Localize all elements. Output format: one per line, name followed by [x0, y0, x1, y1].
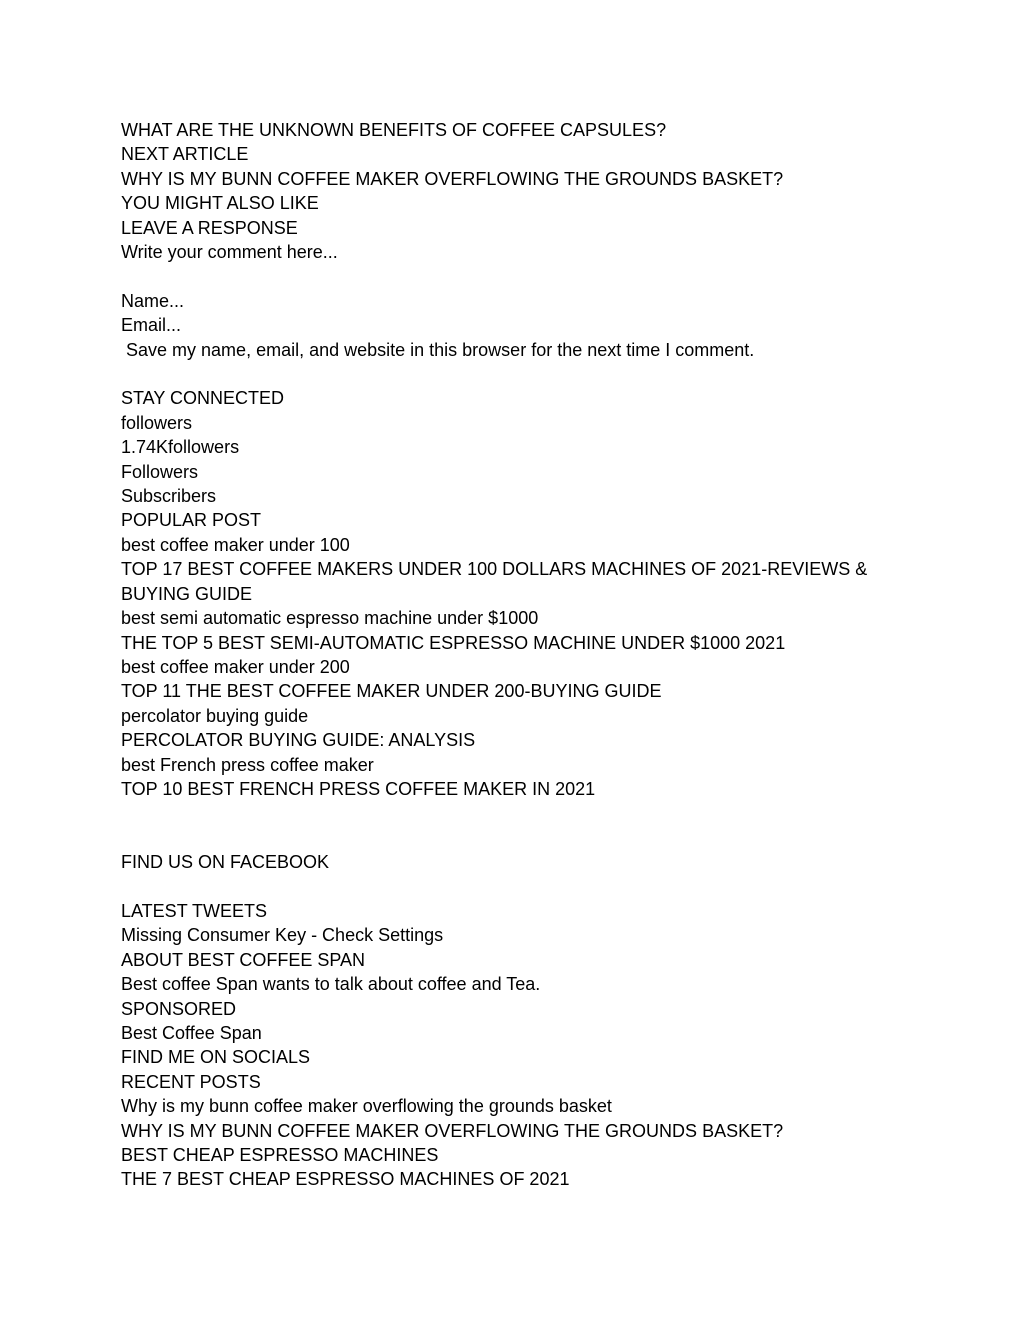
previous-article-link[interactable]: WHAT ARE THE UNKNOWN BENEFITS OF COFFEE CAPSULES?	[121, 120, 667, 140]
latest-tweets-heading: LATEST TWEETS	[121, 900, 268, 921]
recent-post-title[interactable]: THE 7 BEST CHEAP ESPRESSO MACHINES OF 2021	[121, 1169, 570, 1190]
popular-post-image-alt[interactable]: best French press coffee maker	[121, 754, 374, 775]
stay-connected-item[interactable]: 1.74Kfollowers	[121, 437, 240, 458]
about-heading: ABOUT BEST COFFEE SPAN	[121, 949, 366, 970]
spacer	[121, 801, 911, 850]
popular-post-title[interactable]: THE TOP 5 BEST SEMI-AUTOMATIC ESPRESSO MACHINE UNDER $1000 2021	[121, 632, 786, 653]
next-article-label: NEXT ARTICLE	[121, 144, 249, 165]
you-might-also-like-heading: YOU MIGHT ALSO LIKE	[121, 193, 319, 214]
popular-post-image-alt[interactable]: percolator buying guide	[121, 705, 309, 726]
sponsored-text[interactable]: Best Coffee Span	[121, 1022, 262, 1043]
stay-connected-item[interactable]: Subscribers	[121, 486, 217, 507]
latest-tweets-message: Missing Consumer Key - Check Settings	[121, 925, 444, 946]
recent-post-image-alt[interactable]: Why is my bunn coffee maker overflowing the grounds basket	[121, 1096, 612, 1117]
recent-posts-heading: RECENT POSTS	[121, 1071, 261, 1092]
popular-post-title[interactable]: TOP 17 BEST COFFEE MAKERS UNDER 100 DOLLARS MACHINES OF 2021-REVIEWS & BUYING GUIDE	[121, 559, 873, 604]
sponsored-heading: SPONSORED	[121, 998, 237, 1019]
save-consent-checkbox-label[interactable]: Save my name, email, and website in this browser for the next time I comment.	[121, 339, 755, 360]
about-text: Best coffee Span wants to talk about coffee and Tea.	[121, 974, 541, 995]
find-us-on-facebook-heading: FIND US ON FACEBOOK	[121, 852, 330, 873]
stay-connected-item[interactable]: Followers	[121, 461, 199, 482]
spacer	[121, 264, 911, 288]
stay-connected-heading: STAY CONNECTED	[121, 388, 285, 409]
find-me-on-socials-heading: FIND ME ON SOCIALS	[121, 1047, 311, 1068]
popular-post-title[interactable]: PERCOLATOR BUYING GUIDE: ANALYSIS	[121, 730, 476, 751]
popular-post-title[interactable]: TOP 10 BEST FRENCH PRESS COFFEE MAKER IN 2021	[121, 778, 596, 799]
popular-post-image-alt[interactable]: best semi automatic espresso machine under $1000	[121, 608, 539, 629]
comment-field[interactable]: Write your comment here...	[121, 242, 338, 263]
popular-post-image-alt[interactable]: best coffee maker under 200	[121, 656, 350, 677]
spacer	[121, 875, 911, 899]
document-page	[121, 118, 911, 1192]
name-field[interactable]: Name...	[121, 290, 185, 311]
recent-post-image-alt[interactable]: BEST CHEAP ESPRESSO MACHINES	[121, 1145, 439, 1165]
next-article-link[interactable]: WHY IS MY BUNN COFFEE MAKER OVERFLOWING THE GROUNDS BASKET?	[121, 168, 784, 189]
leave-response-heading: LEAVE A RESPONSE	[121, 217, 298, 238]
recent-post-title[interactable]: WHY IS MY BUNN COFFEE MAKER OVERFLOWING THE GROUNDS BASKET?	[121, 1120, 784, 1141]
popular-post-heading: POPULAR POST	[121, 510, 262, 531]
spacer	[121, 362, 911, 386]
stay-connected-item[interactable]: followers	[121, 412, 193, 433]
email-field[interactable]: Email...	[121, 315, 182, 336]
popular-post-image-alt[interactable]: best coffee maker under 100	[121, 534, 350, 555]
popular-post-title[interactable]: TOP 11 THE BEST COFFEE MAKER UNDER 200-BUYING GUIDE	[121, 681, 662, 702]
